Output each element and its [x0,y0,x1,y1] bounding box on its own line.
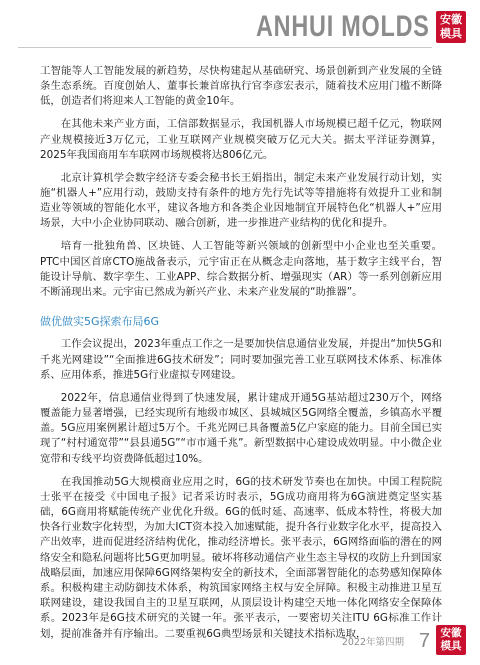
paragraph-6: 2022年，信息通信业得到了快速发展，累计建成开通5G基站超过230万个，网络覆盖能力显著增强，已经实现所有地级市城区、县城城区5G网络全覆盖，乡镇高水平覆盖。5G应用案例累计超过5万个。千兆光网已具备覆盖5亿户家庭的能力。目前全国已实现了“村村通宽带”“县县通5G”“市市通千兆”。新型数据中心建设成效明显。中小微企业宽带和专线平均资费降低超过10%。 [40,391,442,465]
page-number: 7 [418,630,430,652]
issue-label: 2022年第四期 [341,637,404,648]
paragraph-5: 工作会议提出，2023年重点工作之一是要加快信息通信业发展，并提出“加快5G和千兆光网建设”“全面推进6G技术研发”；同时要加强完善工业互联网技术体系、标准体系、应用体系，推进5G行业虚拟专网建设。 [40,338,442,381]
paragraph-2: 在其他未来产业方面，工信部数据显示，我国机器人市场规模已超千亿元，物联网产业规模接近3万亿元，工业互联网产业规模突破万亿元大关。据太平洋证券测算，2025年我国商用车车联网市场规模将达806亿元。 [40,118,442,161]
brand-seal-logo [436,11,466,43]
brand-seal-line2: 模具 [440,27,462,40]
footer-seal-line2: 模具 [440,640,462,652]
masthead-divider [18,47,432,48]
masthead [0,0,480,58]
page-footer [266,623,466,657]
footer-seal-logo [436,625,466,655]
paragraph-4: 培育一批独角兽、区块链、人工智能等新兴领域的创新型中小企业也至关重要。PTC中国区首席CTO施战备表示，元宇宙正在从概念走向落地，基于数字主线平台，智能设计导航、数字孪生、工业APP、综合数据分析、增强现实（AR）等一系列创新应用不断涌现出来。元宇宙已然成为新兴产业、未来产业发展的“助推器”。 [40,240,442,299]
article-body [40,64,442,650]
paragraph-3: 北京计算机学会数字经济专委会秘书长王娟指出，制定未来产业发展行动计划，实施“机器人+”应用行动，鼓励支持有条件的地方先行先试等等措施将有效提升工业和制造业等领域的智能化水平，建议各地方和各类企业因地制宜开展特色化“机器人+”应用场景，大中小企业协同联动、融合创新，进一步推进产业结构的优化和提升。 [40,171,442,230]
paragraph-7: 在我国推动5G大规模商业应用之时，6G的技术研发节奏也在加快。中国工程院院士张平在接受《中国电子报》记者采访时表示，5G成功商用将为6G演进奠定坚实基础，6G商用将赋能传统产业优化升级。6G的低时延、高速率、低成本特性，将极大加快各行业数字化转型，为加大ICT资本投入加速赋能，提升各行业数字化水平，提高投入产出效率，进而促进经济结构优化，推动经济增长。张平表示，6G网络面临的潜在的网络安全和隐私问题将比5G更加明显。破坏将移动通信产业生态主导权的攻防上升到国家战略层面，加速应用保障6G网络架构安全的新技术，全面部署智能化的态势感知保障体系。积极构建主动防御技术体系，构筑国家网络主权与安全屏障。积极主动推进卫星互联网建设，建设我国自主的卫星互联网，从顶层设计构建空天地一体化网络安全保障体系。2023年是6G技术研究的关键一年。张平表示，一要密切关注ITU 6G标准工作计划，提前准备并有序输出。二要重视6G典型场景和关键技术指标选取， [40,475,442,640]
section-heading: 做优做实5G探索布局6G [40,315,160,329]
footer-seal-line1: 安徽 [440,627,462,639]
brand-seal-line1: 安徽 [440,13,462,26]
magazine-brand: ANHUI MOLDS [256,10,430,43]
paragraph-1: 工智能等人工智能发展的新趋势，尽快构建起从基础研究、场景创新到产业发展的全链条生态系统。百度创始人、董事长兼首席执行官李彦宏表示，随着技术应用门槛不断降低，创造者们将迎来人工智能的黄金10年。 [40,65,442,108]
